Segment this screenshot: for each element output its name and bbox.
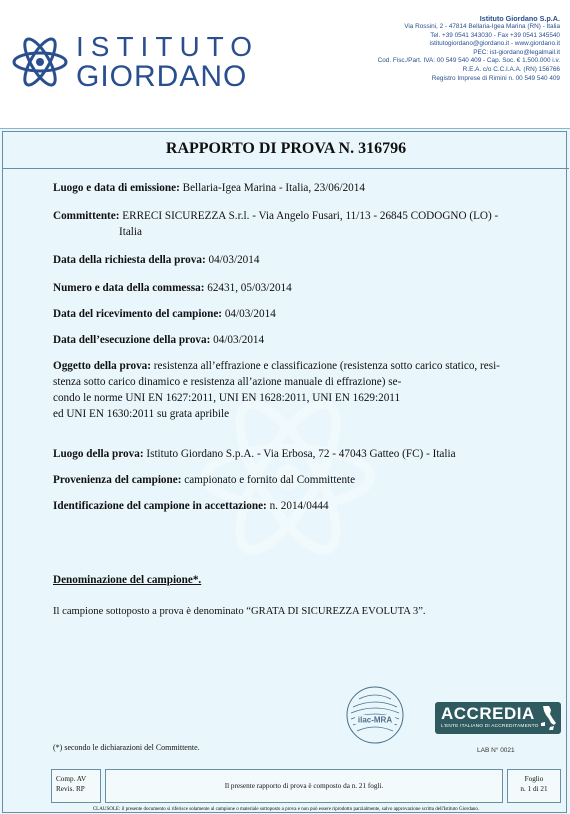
- logo-wordmark: [76, 32, 259, 92]
- value-esecuzione: 04/03/2014: [213, 334, 265, 346]
- value-oggetto-1: resistenza all’effrazione e classificazione (resistenza sotto carico statico, resi-: [153, 360, 500, 372]
- logo-line-giordano: GIORDANO: [76, 60, 248, 93]
- lab-number: LAB N° 0021: [477, 747, 515, 754]
- accredia-subtitle: L'ENTE ITALIANO DI ACCREDITAMENTO: [441, 724, 539, 729]
- page-frame: [2, 131, 567, 813]
- company-address: Via Rossini, 2 - 47814 Bellaria-Igea Marina (RN) - Italia: [404, 23, 560, 30]
- value-committente-2: Italia: [119, 226, 142, 238]
- company-rea: R.E.A. c/o C.C.I.A.A. (RN) 156766: [462, 65, 560, 73]
- value-richiesta: 04/03/2014: [208, 254, 260, 266]
- field-luogo-prova: [53, 446, 553, 462]
- accredia-name: ACCREDIA: [441, 704, 535, 723]
- company-name: Istituto Giordano S.p.A.: [479, 14, 560, 23]
- field-ricevimento: [53, 306, 553, 322]
- value-identificazione: n. 2014/0444: [269, 500, 329, 512]
- label-identificazione: Identificazione del campione in accettazione:: [53, 500, 267, 512]
- value-commessa: 62431, 05/03/2014: [207, 282, 292, 294]
- footer-revis: Revis. RP: [56, 785, 85, 793]
- label-oggetto: Oggetto della prova:: [53, 360, 151, 372]
- company-email: istitutogiordano@giordano.it - www.giordano.it: [429, 40, 560, 48]
- footer-sheet: [507, 769, 561, 803]
- clausole-text: CLAUSOLE: il presente documento si riferisce solamente al campione o materiale sottoposto a prova e non può essere riprodotto parzialmente, salvo approvazione scritta dell'Istituto Giordano.: [92, 807, 480, 812]
- report-body: [0, 128, 570, 814]
- footer-foglio-value: n. 1 di 21: [520, 785, 548, 793]
- italy-map-icon: [539, 705, 557, 731]
- denominazione-text: Il campione sottoposto a prova è denominato “GRATA DI SICUREZZA EVOLUTA 3”.: [53, 606, 426, 617]
- label-provenienza: Provenienza del campione:: [53, 474, 182, 486]
- value-oggetto-4: ed UNI EN 1630:2011 su grata apribile: [53, 408, 230, 420]
- label-commessa: Numero e data della commessa:: [53, 282, 205, 294]
- company-phone: Tel. +39 0541 343030 - Fax +39 0541 345540: [430, 31, 560, 39]
- ilac-mra-seal-icon: [345, 685, 405, 745]
- field-identificazione: [53, 498, 553, 514]
- label-luogo-data: Luogo e data di emissione:: [53, 182, 180, 194]
- value-luogo-data: Bellaria-Igea Marina - Italia, 23/06/2014: [182, 182, 365, 194]
- label-committente: Committente:: [53, 210, 120, 222]
- ilac-label: ilac-MRA: [357, 715, 393, 725]
- field-esecuzione: [53, 332, 553, 348]
- label-esecuzione: Data dell’esecuzione della prova:: [53, 334, 211, 346]
- label-richiesta: Data della richiesta della prova:: [53, 254, 206, 266]
- value-luogo-prova: Istituto Giordano S.p.A. - Via Erbosa, 72 - 47043 Gatteo (FC) - Italia: [146, 448, 456, 460]
- value-provenienza: campionato e fornito dal Committente: [184, 474, 356, 486]
- denominazione-title: Denominazione del campione*.: [53, 574, 202, 586]
- value-oggetto-3: condo le norme UNI EN 1627:2011, UNI EN 1628:2011, UNI EN 1629:2011: [53, 392, 401, 404]
- label-luogo-prova: Luogo della prova:: [53, 448, 144, 460]
- footer-foglio-label: Foglio: [524, 775, 544, 783]
- footer-pages-note: Il presente rapporto di prova è composto da n. 21 fogli.: [105, 769, 503, 803]
- field-committente: [53, 208, 553, 240]
- logo-line-istituto: ISTITUTO: [76, 31, 260, 62]
- letterhead: [0, 0, 570, 128]
- value-ricevimento: 04/03/2014: [224, 308, 276, 320]
- field-commessa: [53, 280, 553, 296]
- footnote: (*) secondo le dichiarazioni del Committente.: [53, 743, 200, 752]
- value-committente: ERRECI SICUREZZA S.r.l. - Via Angelo Fusari, 11/13 - 26845 CODOGNO (LO) -: [122, 210, 499, 222]
- report-title: RAPPORTO DI PROVA N. 316796: [3, 140, 569, 169]
- company-register: Registro Imprese di Rimini n. 00 549 540 409: [431, 74, 560, 82]
- company-pec: PEC: ist-giordano@legalmail.it: [473, 48, 560, 56]
- field-luogo-data: [53, 180, 553, 196]
- label-ricevimento: Data del ricevimento del campione:: [53, 308, 223, 320]
- value-oggetto-2: stenza sotto carico dinamico e resistenza all’azione manuale di effrazione) se-: [53, 376, 402, 388]
- field-oggetto: [53, 358, 553, 422]
- company-info: [300, 14, 560, 83]
- company-vat: Cod. Fisc./Part. IVA: 00 549 540 409 - Cap. Soc. € 1.500.000 i.v.: [377, 57, 560, 65]
- field-provenienza: [53, 472, 553, 488]
- accredia-logo: [435, 702, 561, 734]
- footer-compiler: [51, 769, 101, 803]
- footer-box: [51, 769, 561, 803]
- footer-comp: Comp. AV: [56, 775, 87, 783]
- field-richiesta: [53, 252, 553, 268]
- istituto-giordano-logo-icon: [10, 32, 70, 92]
